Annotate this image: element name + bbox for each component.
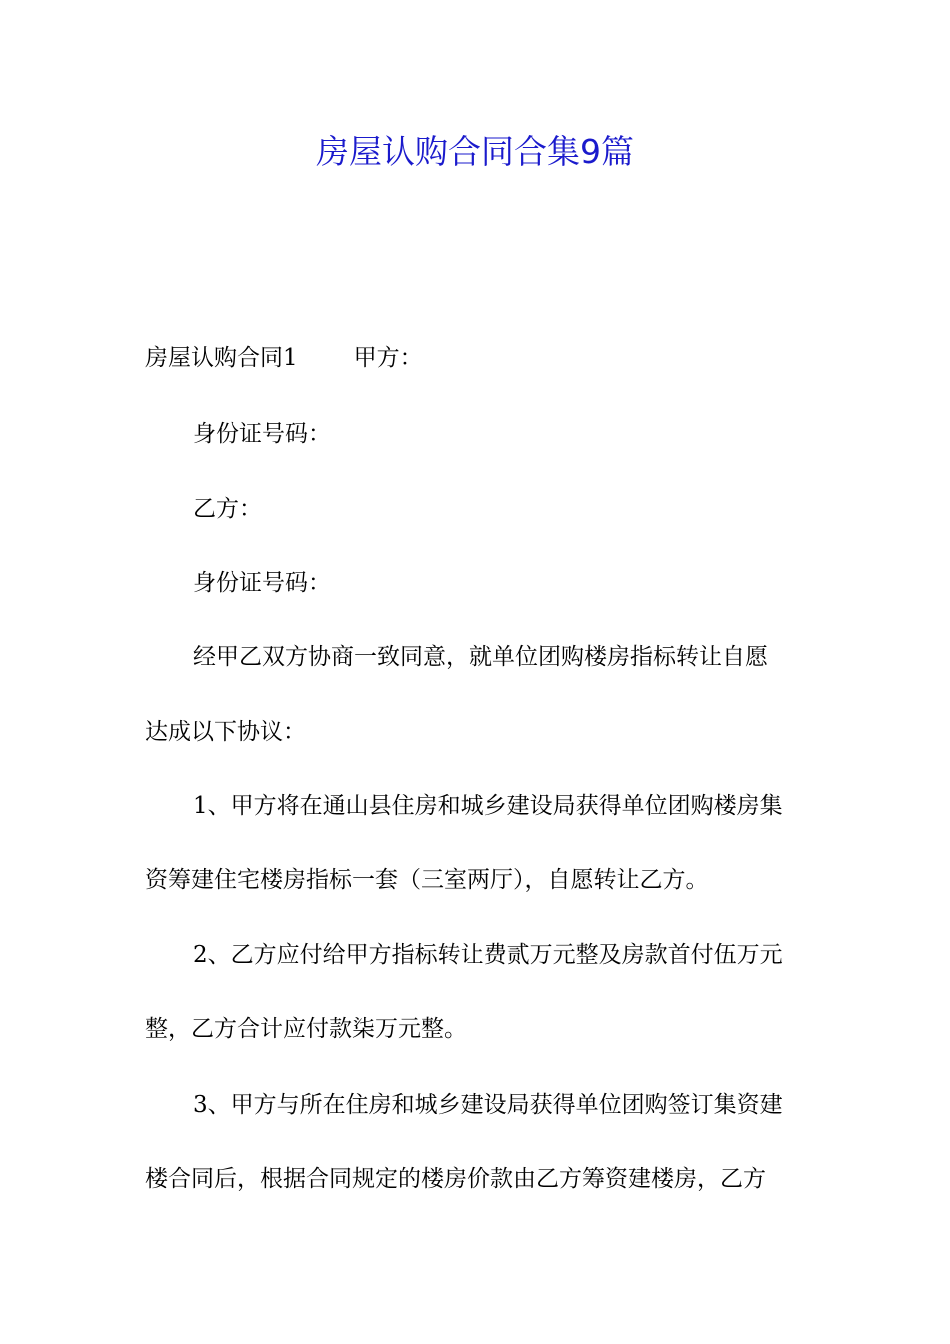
paragraph-line: 1、甲方将在通山县住房和城乡建设局获得单位团购楼房集: [193, 793, 783, 819]
paragraph-line: 楼合同后，根据合同规定的楼房价款由乙方筹资建楼房，乙方: [145, 1166, 766, 1192]
contract-heading: 房屋认购合同1: [145, 345, 298, 371]
contract-heading-line: [145, 342, 815, 374]
paragraph-line: 2、乙方应付给甲方指标转让费贰万元整及房款首付伍万元: [193, 942, 783, 968]
party-b-label: 乙方：: [193, 496, 262, 522]
party-b-id-label: 身份证号码：: [193, 570, 331, 596]
paragraph-line: 经甲乙双方协商一致同意，就单位团购楼房指标转让自愿: [193, 644, 768, 670]
document-title: 房屋认购合同合集9篇: [316, 132, 634, 171]
party-a-label: 甲方：: [353, 345, 423, 371]
paragraph-line: 3、甲方与所在住房和城乡建设局获得单位团购签订集资建: [193, 1092, 783, 1118]
party-a-id-label: 身份证号码：: [193, 421, 331, 447]
paragraph-line: 整，乙方合计应付款柒万元整。: [145, 1016, 467, 1042]
paragraph-line: 达成以下协议：: [145, 719, 306, 745]
paragraph-line: 资筹建住宅楼房指标一套（三室两厅），自愿转让乙方。: [145, 867, 709, 893]
